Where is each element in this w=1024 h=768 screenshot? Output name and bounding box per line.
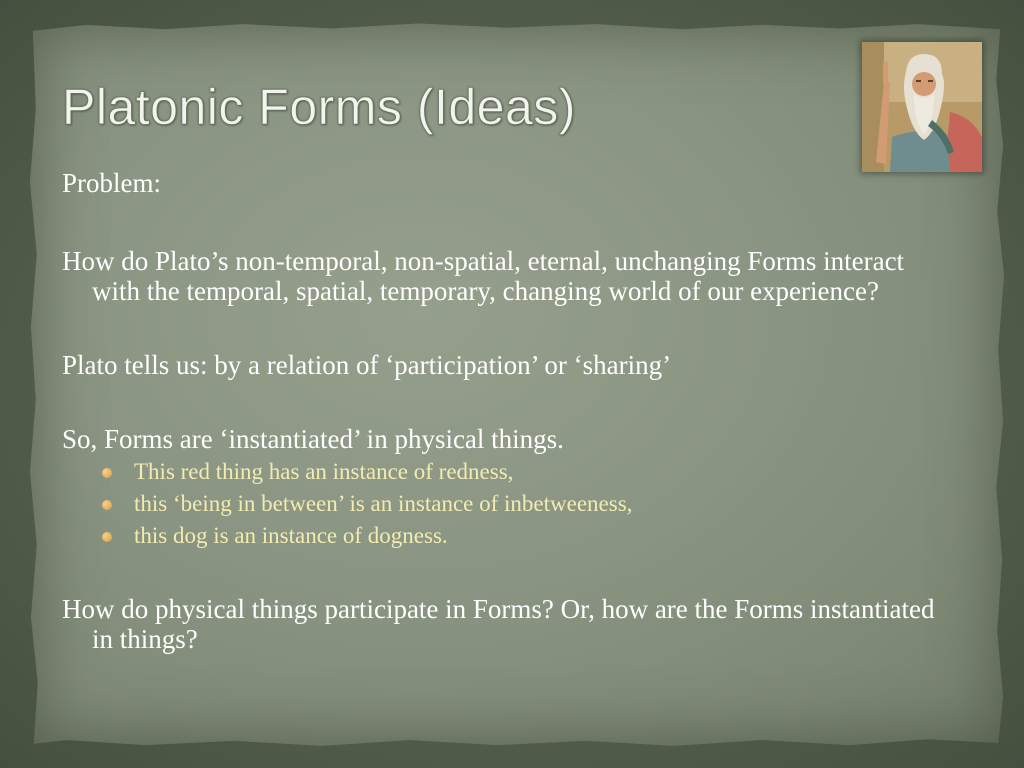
slide-title: Platonic Forms (Ideas) [62,79,576,135]
list-item [102,456,942,488]
list-item [102,520,942,552]
problem-label: Problem: [62,168,161,198]
slide-body [62,168,942,654]
bullet-icon [102,468,112,478]
closing-paragraph: How do physical things participate in Forms? Or, how are the Forms instantiated in things? [62,594,935,654]
list-item [102,488,942,520]
question-paragraph: How do Plato’s non-temporal, non-spatial, eternal, unchanging Forms interact with the temporal, spatial, temporary, changing world of our experience? [62,246,905,306]
examples-list [62,456,942,552]
example-text: This red thing has an instance of redness, [134,459,514,484]
bullet-icon [102,500,112,510]
example-text: this dog is an instance of dogness. [134,523,448,548]
example-text: this ‘being in between’ is an instance of inbetweeness, [134,491,633,516]
plato-answer-paragraph: Plato tells us: by a relation of ‘participation’ or ‘sharing’ [62,350,672,380]
bullet-icon [102,532,112,542]
plato-portrait-icon [862,42,982,172]
instantiated-paragraph: So, Forms are ‘instantiated’ in physical things. [62,424,564,454]
